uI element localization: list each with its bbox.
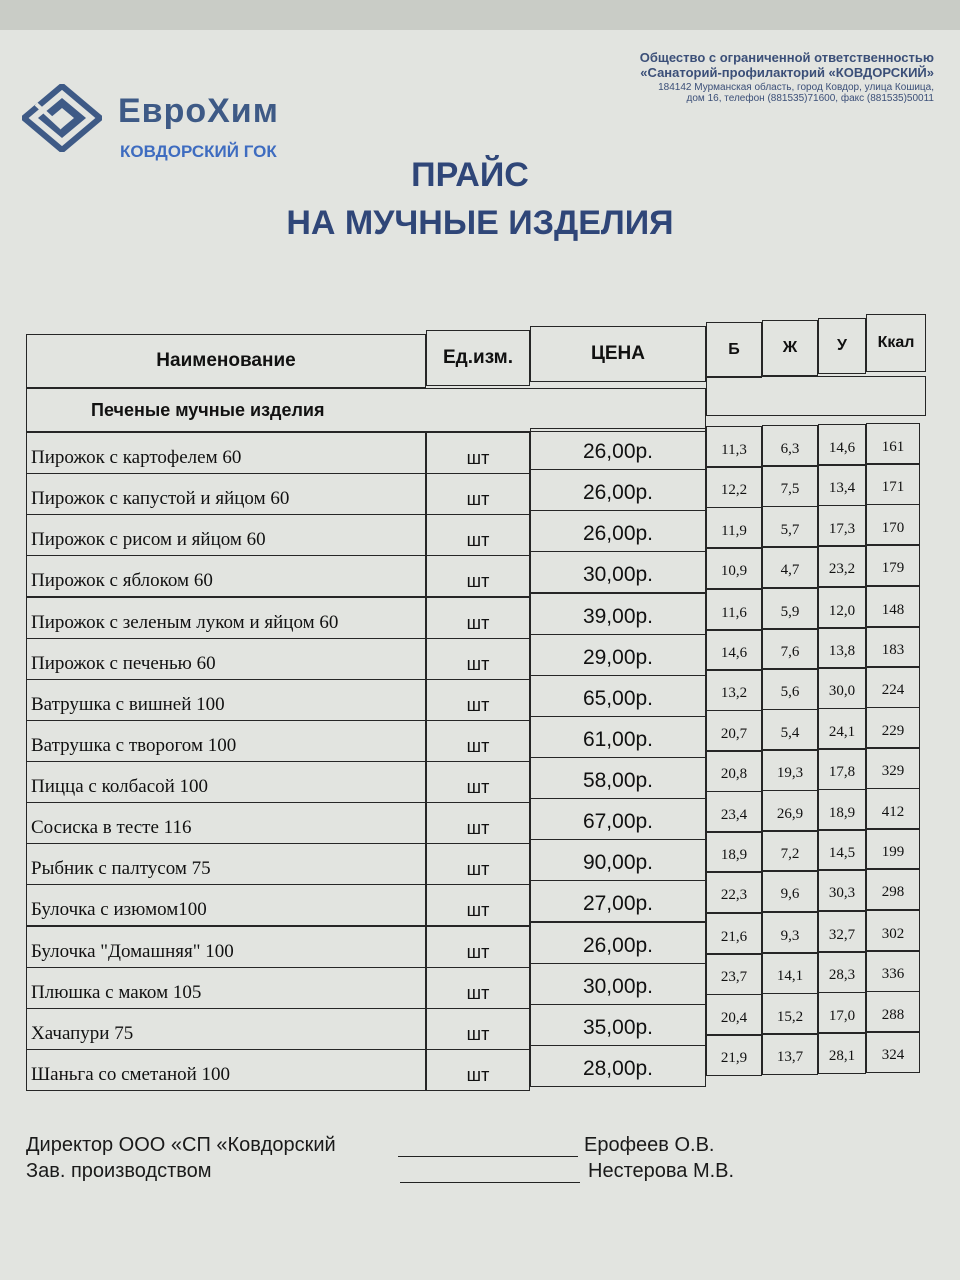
product-protein: 22,3 <box>706 871 762 913</box>
product-fat: 14,1 <box>762 952 818 994</box>
product-kcal: 183 <box>866 626 920 668</box>
brand-subtitle: КОВДОРСКИЙ ГОК <box>120 142 277 161</box>
product-protein: 10,9 <box>706 547 762 589</box>
product-price: 26,00р. <box>530 922 706 964</box>
product-fat: 5,4 <box>762 709 818 751</box>
page-title: ПРАЙС <box>411 156 529 194</box>
director-signature-line <box>398 1156 578 1157</box>
product-fat: 6,3 <box>762 425 818 467</box>
product-name: Булочка "Домашняя" 100 <box>26 926 426 968</box>
header-protein: Б <box>706 322 762 378</box>
product-kcal: 171 <box>866 463 920 505</box>
product-kcal: 229 <box>866 707 920 749</box>
section-title: Печеные мучные изделия <box>26 388 706 432</box>
product-unit: шт <box>426 555 530 597</box>
product-name: Пирожок с картофелем 60 <box>26 432 426 474</box>
product-price: 90,00р. <box>530 839 706 881</box>
product-unit: шт <box>426 720 530 762</box>
header-kcal: Ккал <box>866 314 926 372</box>
product-carbs: 18,9 <box>818 789 866 831</box>
product-unit: шт <box>426 967 530 1009</box>
product-unit: шт <box>426 761 530 803</box>
product-carbs: 17,3 <box>818 505 866 547</box>
product-protein: 23,7 <box>706 953 762 995</box>
director-title: Директор ООО «СП «Ковдорский <box>26 1134 336 1156</box>
product-kcal: 324 <box>866 1031 920 1073</box>
product-carbs: 30,3 <box>818 869 866 911</box>
header-unit: Ед.изм. <box>426 330 530 386</box>
product-carbs: 23,2 <box>818 545 866 587</box>
product-protein: 14,6 <box>706 629 762 671</box>
product-name: Плюшка с маком 105 <box>26 967 426 1009</box>
product-kcal: 288 <box>866 991 920 1033</box>
product-kcal: 179 <box>866 544 920 586</box>
product-unit: шт <box>426 843 530 885</box>
product-unit: шт <box>426 926 530 968</box>
product-fat: 7,2 <box>762 830 818 872</box>
product-carbs: 12,0 <box>818 587 866 629</box>
product-fat: 15,2 <box>762 993 818 1035</box>
product-kcal: 336 <box>866 950 920 992</box>
product-carbs: 24,1 <box>818 708 866 750</box>
production-name: Нестерова М.В. <box>588 1160 735 1182</box>
product-fat: 13,7 <box>762 1033 818 1075</box>
product-name: Ватрушка с вишней 100 <box>26 679 426 721</box>
section-empty-cell <box>706 376 926 416</box>
product-kcal: 302 <box>866 910 920 952</box>
product-fat: 19,3 <box>762 749 818 791</box>
brand-name: ЕвроХим <box>118 92 279 130</box>
product-fat: 5,9 <box>762 588 818 630</box>
product-kcal: 161 <box>866 423 920 465</box>
product-fat: 7,5 <box>762 465 818 507</box>
product-fat: 5,6 <box>762 668 818 710</box>
product-name: Булочка с изюмом100 <box>26 884 426 926</box>
product-price: 30,00р. <box>530 963 706 1005</box>
product-protein: 23,4 <box>706 791 762 833</box>
product-name: Хачапури 75 <box>26 1008 426 1050</box>
product-protein: 11,3 <box>706 426 762 468</box>
product-carbs: 30,0 <box>818 667 866 709</box>
org-line-2: «Санаторий-профилакторий «КОВДОРСКИЙ» <box>640 65 934 80</box>
product-protein: 21,9 <box>706 1034 762 1076</box>
header-price: ЦЕНА <box>530 326 706 382</box>
product-unit: шт <box>426 679 530 721</box>
product-price: 61,00р. <box>530 716 706 758</box>
product-fat: 5,7 <box>762 506 818 548</box>
product-carbs: 17,8 <box>818 748 866 790</box>
product-carbs: 17,0 <box>818 992 866 1034</box>
director-name: Ерофеев О.В. <box>584 1134 715 1156</box>
product-carbs: 32,7 <box>818 911 866 953</box>
header-carbs: У <box>818 318 866 374</box>
product-kcal: 170 <box>866 504 920 546</box>
product-price: 29,00р. <box>530 634 706 676</box>
product-unit: шт <box>426 1049 530 1091</box>
product-protein: 18,9 <box>706 831 762 873</box>
product-kcal: 224 <box>866 666 920 708</box>
product-carbs: 14,6 <box>818 424 866 466</box>
product-unit: шт <box>426 432 530 474</box>
product-carbs: 13,8 <box>818 627 866 669</box>
product-price: 39,00р. <box>530 593 706 635</box>
product-name: Сосиска в тесте 116 <box>26 802 426 844</box>
org-line-1: Общество с ограниченной ответственностью <box>639 50 934 65</box>
product-price: 26,00р. <box>530 469 706 511</box>
product-name: Шаньга со сметаной 100 <box>26 1049 426 1091</box>
production-title: Зав. производством <box>26 1160 212 1182</box>
product-price: 28,00р. <box>530 1045 706 1087</box>
product-protein: 20,8 <box>706 750 762 792</box>
product-name: Рыбник с палтусом 75 <box>26 843 426 885</box>
org-contacts: дом 16, телефон (881535)71600, факс (881535)50011 <box>686 93 934 104</box>
product-carbs: 14,5 <box>818 829 866 871</box>
product-unit: шт <box>426 884 530 926</box>
product-price: 67,00р. <box>530 798 706 840</box>
product-price: 35,00р. <box>530 1004 706 1046</box>
product-name: Пирожок с яблоком 60 <box>26 555 426 597</box>
product-fat: 26,9 <box>762 790 818 832</box>
product-price: 30,00р. <box>530 551 706 593</box>
product-protein: 20,4 <box>706 994 762 1036</box>
product-fat: 7,6 <box>762 628 818 670</box>
product-unit: шт <box>426 802 530 844</box>
product-fat: 9,6 <box>762 870 818 912</box>
product-fat: 4,7 <box>762 546 818 588</box>
header-name: Наименование <box>26 334 426 388</box>
product-name: Ватрушка с творогом 100 <box>26 720 426 762</box>
page-subtitle: НА МУЧНЫЕ ИЗДЕЛИЯ <box>286 204 674 242</box>
product-unit: шт <box>426 1008 530 1050</box>
product-price: 26,00р. <box>530 428 706 470</box>
production-signature-line <box>400 1182 580 1183</box>
product-unit: шт <box>426 514 530 556</box>
product-kcal: 148 <box>866 586 920 628</box>
product-name: Пирожок с рисом и яйцом 60 <box>26 514 426 556</box>
product-protein: 11,9 <box>706 507 762 549</box>
product-name: Пирожок с зеленым луком и яйцом 60 <box>26 597 426 639</box>
product-price: 58,00р. <box>530 757 706 799</box>
product-name: Пирожок с капустой и яйцом 60 <box>26 473 426 515</box>
product-name: Пирожок с печенью 60 <box>26 638 426 680</box>
product-carbs: 13,4 <box>818 464 866 506</box>
product-price: 27,00р. <box>530 880 706 922</box>
product-unit: шт <box>426 473 530 515</box>
product-kcal: 298 <box>866 868 920 910</box>
product-kcal: 412 <box>866 788 920 830</box>
product-carbs: 28,3 <box>818 951 866 993</box>
org-address: 184142 Мурманская область, город Ковдор, улица Кошица, <box>658 82 934 93</box>
product-protein: 11,6 <box>706 589 762 631</box>
product-unit: шт <box>426 597 530 639</box>
product-protein: 21,6 <box>706 913 762 955</box>
product-price: 26,00р. <box>530 510 706 552</box>
product-price: 65,00р. <box>530 675 706 717</box>
product-protein: 13,2 <box>706 669 762 711</box>
product-kcal: 329 <box>866 747 920 789</box>
product-kcal: 199 <box>866 828 920 870</box>
header-fat: Ж <box>762 320 818 376</box>
product-unit: шт <box>426 638 530 680</box>
product-name: Пицца с колбасой 100 <box>26 761 426 803</box>
product-protein: 12,2 <box>706 466 762 508</box>
product-carbs: 28,1 <box>818 1032 866 1074</box>
product-fat: 9,3 <box>762 912 818 954</box>
product-protein: 20,7 <box>706 710 762 752</box>
